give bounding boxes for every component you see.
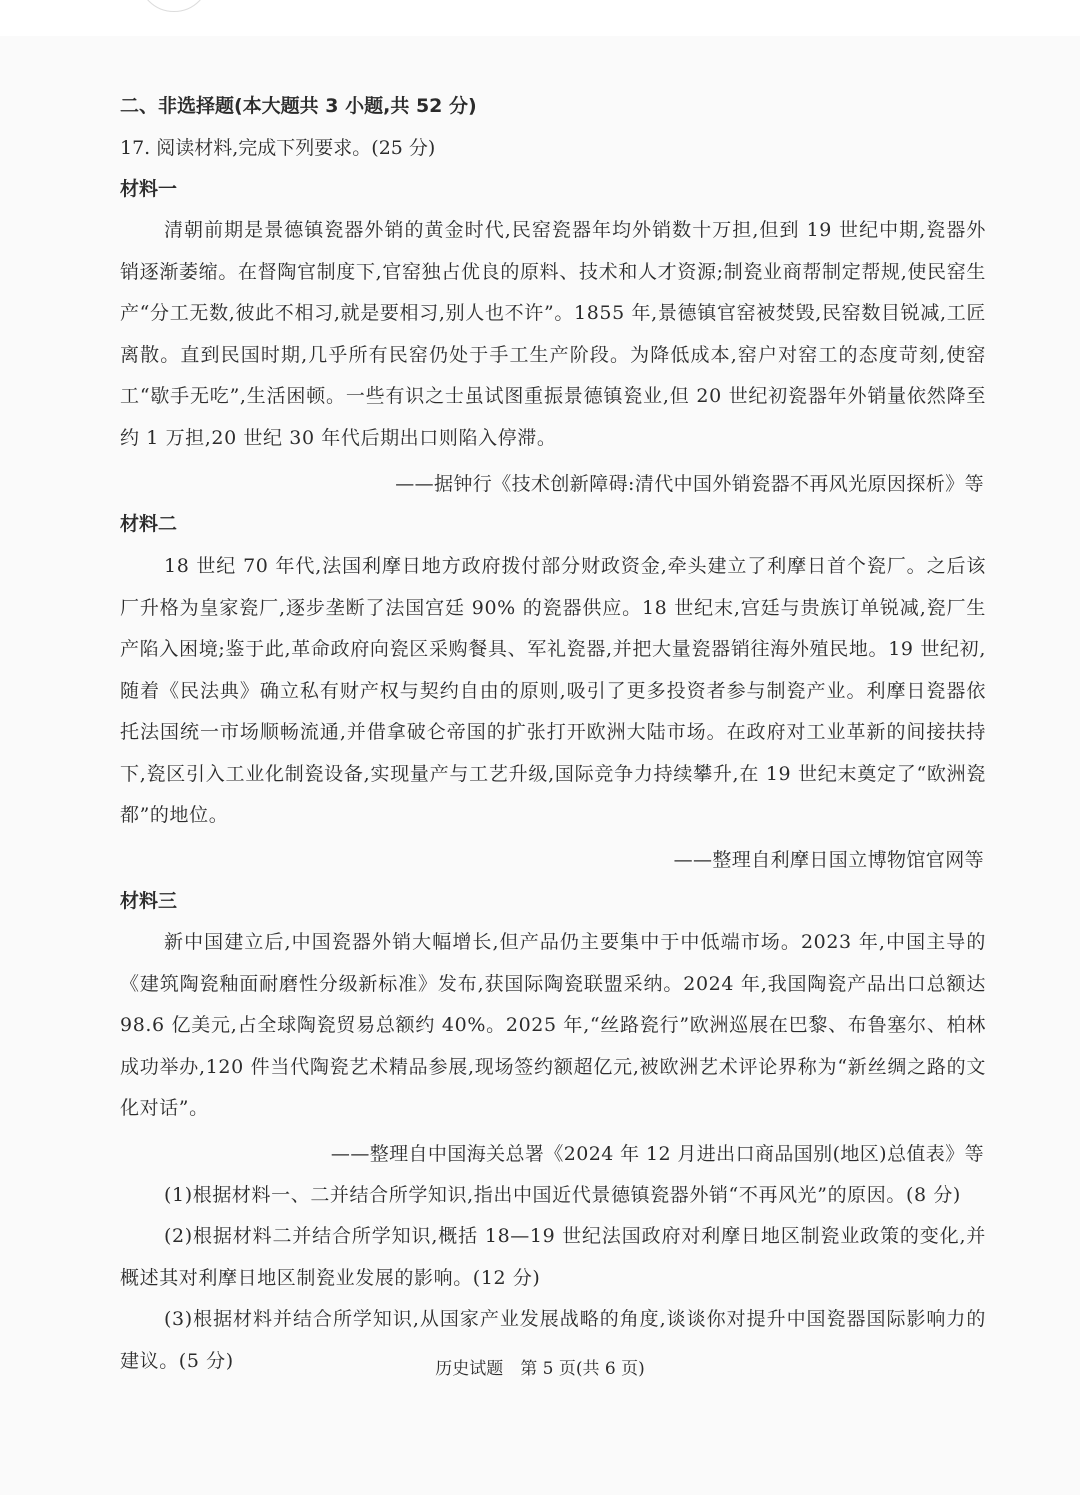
viewer-top-bar	[0, 0, 1080, 37]
sub-question-1: (1)根据材料一、二并结合所学知识,指出中国近代景德镇瓷器外销“不再风光”的原因。(8 分)	[164, 1184, 961, 1206]
material-1-text: 清朝前期是景德镇瓷器外销的黄金时代,民窑瓷器年均外销数十万担,但到 19 世纪中期,瓷器外销逐渐萎缩。在督陶官制度下,官窑独占优良的原料、技术和人才资源;制瓷业商帮制定帮规,使民窑生产“分工无数,彼此不相习,就是要相习,别人也不许”。1855 年,景德镇官窑被焚毁,民窑数目锐减,工匠离散。直到民国时期,几乎所有民窑仍处于手工生产阶段。为降低成本,窑户对窑工的态度苛刻,使窑工“歇手无吃”,生活困顿。一些有识之士虽试图重振景德镇瓷业,但 20 世纪初瓷器年外销量依然降至约 1 万担,20 世纪 30 年代后期出口则陷入停滞。	[120, 219, 986, 449]
material-3-text: 新中国建立后,中国瓷器外销大幅增长,但产品仍主要集中于中低端市场。2023 年,中国主导的《建筑陶瓷釉面耐磨性分级新标准》发布,获国际陶瓷联盟采纳。2024 年,我国陶瓷产品出口总额达 98.6 亿美元,占全球陶瓷贸易总额约 40%。2025 年,“丝路瓷行”欧洲巡展在巴黎、布鲁塞尔、柏林成功举办,120 件当代陶瓷艺术精品参展,现场签约额超亿元,被欧洲艺术评论界称为“新丝绸之路的文化对话”。	[120, 931, 986, 1119]
material-3-label: 材料三	[120, 890, 178, 912]
top-circle-fragment	[138, 0, 210, 12]
material-3-source: ——整理自中国海关总署《2024 年 12 月进出口商品国别(地区)总值表》等	[330, 1143, 984, 1165]
material-1-label: 材料一	[120, 178, 178, 200]
material-2-source: ——整理自利摩日国立博物馆官网等	[673, 849, 984, 871]
section-title: 二、非选择题(本大题共 3 小题,共 52 分)	[120, 95, 477, 117]
question-heading: 17. 阅读材料,完成下列要求。(25 分)	[120, 137, 436, 159]
sub-question-2: (2)根据材料二并结合所学知识,概括 18—19 世纪法国政府对利摩日地区制瓷业政策的变化,并概述其对利摩日地区制瓷业发展的影响。(12 分)	[120, 1225, 986, 1289]
sub-question-3: (3)根据材料并结合所学知识,从国家产业发展战略的角度,谈谈你对提升中国瓷器国际影响力的建议。(5 分)	[120, 1308, 986, 1372]
material-2-label: 材料二	[120, 513, 178, 535]
material-1-source: ——据钟行《技术创新障碍:清代中国外销瓷器不再风光原因探析》等	[395, 473, 984, 495]
page-footer: 历史试题 第 5 页(共 6 页)	[435, 1359, 645, 1379]
material-2-text: 18 世纪 70 年代,法国利摩日地方政府拨付部分财政资金,牵头建立了利摩日首个瓷厂。之后该厂升格为皇家瓷厂,逐步垄断了法国宫廷 90% 的瓷器供应。18 世纪末,宫廷与贵族订单锐减,瓷厂生产陷入困境;鉴于此,革命政府向瓷区采购餐具、军礼瓷器,并把大量瓷器销往海外殖民地。19 世纪初,随着《民法典》确立私有财产权与契约自由的原则,吸引了更多投资者参与制瓷产业。利摩日瓷器依托法国统一市场顺畅流通,并借拿破仑帝国的扩张打开欧洲大陆市场。在政府对工业革新的间接扶持下,瓷区引入工业化制瓷设备,实现量产与工艺升级,国际竞争力持续攀升,在 19 世纪末奠定了“欧洲瓷都”的地位。	[120, 555, 986, 826]
